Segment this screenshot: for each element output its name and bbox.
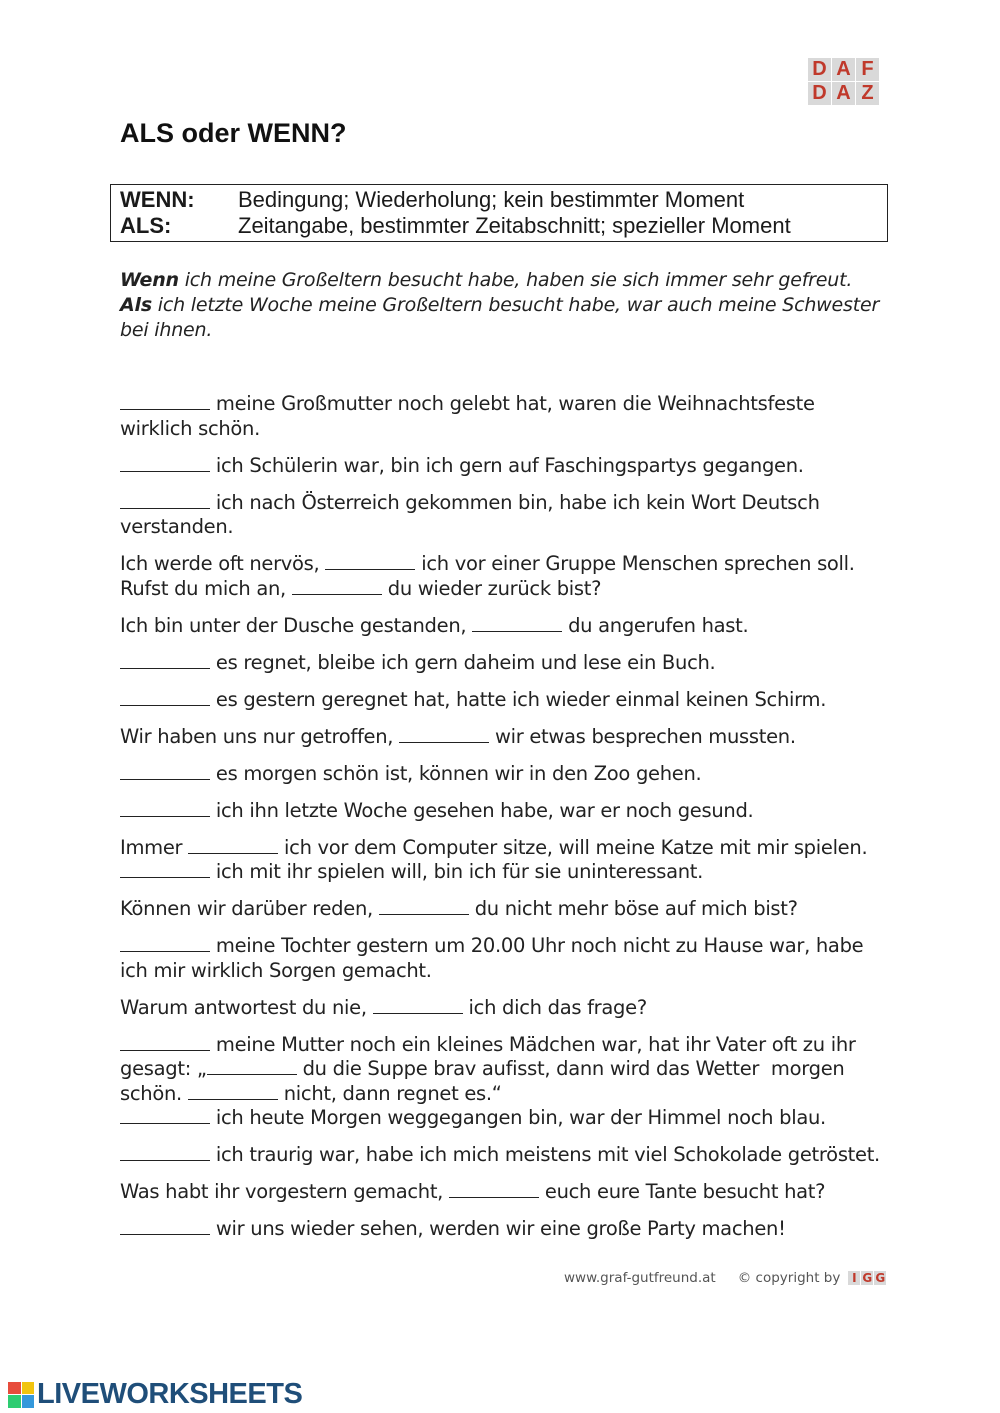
exercise-text: nicht, dann regnet es.“ <box>277 1081 502 1105</box>
answer-blank[interactable] <box>120 1033 210 1051</box>
answer-blank[interactable] <box>207 1057 297 1075</box>
exercise-text: ich vor einer Gruppe Menschen sprechen soll. Rufst du mich an, <box>120 552 861 600</box>
exercise-text: ich mit ihr spielen will, bin ich für sie uninteressant. <box>210 860 704 883</box>
exercise-text: Was habt ihr vorgestern gemacht, <box>120 1180 449 1203</box>
exercise-item <box>120 725 885 750</box>
logo-square <box>8 1395 21 1408</box>
exercise-item <box>120 454 885 479</box>
exercise-text: Ich werde oft nervös, <box>120 552 326 575</box>
exercise-item <box>120 1033 885 1107</box>
exercise-text: Immer <box>120 835 189 859</box>
exercise-list <box>120 392 885 1254</box>
answer-blank[interactable] <box>120 762 210 780</box>
exercise-item <box>120 1180 885 1205</box>
exercise-text: meine Tochter gestern um 20.00 Uhr noch nicht zu Hause war, habe ich mir wirklich Sorgen gemacht. <box>120 934 870 982</box>
answer-blank[interactable] <box>292 577 382 595</box>
definition-row-wenn <box>120 187 887 213</box>
answer-blank[interactable] <box>120 392 210 410</box>
answer-blank[interactable] <box>373 996 463 1014</box>
exercise-item <box>120 1106 885 1131</box>
exercise-item <box>120 552 885 601</box>
exercise-text: meine Großmutter noch gelebt hat, waren die Weihnachtsfeste wirklich schön. <box>120 392 821 440</box>
exercise-text: Können wir darüber reden, <box>120 897 379 920</box>
logo-square <box>22 1382 35 1395</box>
answer-blank[interactable] <box>120 799 210 817</box>
example-keyword: Wenn <box>120 269 179 291</box>
answer-blank[interactable] <box>449 1180 539 1198</box>
answer-blank[interactable] <box>120 934 210 952</box>
answer-blank[interactable] <box>120 491 210 509</box>
liveworksheets-logo-icon <box>8 1382 34 1408</box>
exercise-text: ich Schülerin war, bin ich gern auf Faschingspartys gegangen. <box>210 453 804 477</box>
exercise-item <box>120 799 885 824</box>
exercise-text: wir etwas besprechen mussten. <box>489 724 796 748</box>
definition-text: Zeitangabe, bestimmter Zeitabschnitt; spezieller Moment <box>238 213 791 238</box>
brand-name: LIVEWORKSHEETS <box>37 1378 303 1410</box>
exercise-item <box>120 934 885 983</box>
example-sentences <box>120 268 890 343</box>
igg-letter: I <box>848 1271 860 1285</box>
footer <box>564 1270 886 1286</box>
definition-term: ALS: <box>120 213 172 238</box>
answer-blank[interactable] <box>188 1082 278 1100</box>
example-text: ich meine Großeltern besucht habe, haben sie sich immer sehr gefreut. <box>178 269 853 291</box>
answer-blank[interactable] <box>120 688 210 706</box>
exercise-text: du wieder zurück bist? <box>381 576 602 600</box>
exercise-item <box>120 491 885 540</box>
answer-blank[interactable] <box>120 1217 210 1235</box>
exercise-item <box>120 392 885 441</box>
footer-url: www.graf-gutfreund.at <box>564 1270 716 1286</box>
exercise-item <box>120 897 885 922</box>
logo-letter: F <box>856 58 879 81</box>
page-title: ALS oder WENN? <box>120 118 347 148</box>
logo-square <box>22 1395 35 1408</box>
example-text: ich letzte Woche meine Großeltern besucht habe, war auch meine Schwester bei ihnen. <box>120 294 880 341</box>
exercise-item <box>120 836 885 885</box>
exercise-text: ich traurig war, habe ich mich meistens mit viel Schokolade getröstet. <box>210 1143 880 1166</box>
answer-blank[interactable] <box>325 552 415 570</box>
exercise-text: euch eure Tante besucht hat? <box>538 1180 826 1203</box>
definition-term: WENN: <box>120 187 195 212</box>
exercise-text: du angerufen hast. <box>562 613 749 637</box>
answer-blank[interactable] <box>188 836 278 854</box>
example-als <box>120 293 890 343</box>
exercise-text: es gestern geregnet hat, hatte ich wieder einmal keinen Schirm. <box>210 687 827 711</box>
exercise-item <box>120 762 885 787</box>
igg-letter: G <box>875 1271 886 1285</box>
liveworksheets-brand <box>8 1378 302 1411</box>
logo-letter: Z <box>856 82 879 105</box>
exercise-item <box>120 1143 885 1168</box>
exercise-text: ich vor dem Computer sitze, will meine Katze mit mir spielen. <box>278 835 874 859</box>
logo-letter: D <box>808 82 831 105</box>
exercise-text: meine Mutter noch ein kleines Mädchen war, hat ihr Vater oft zu ihr gesagt: „ <box>120 1032 862 1080</box>
igg-letter: G <box>862 1271 873 1285</box>
exercise-text: ich heute Morgen weggegangen bin, war der Himmel noch blau. <box>210 1106 826 1129</box>
exercise-text: ich dich das frage? <box>462 995 647 1019</box>
answer-blank[interactable] <box>120 1143 210 1161</box>
exercise-text: du die Suppe brav aufisst, dann wird das Wetter morgen schön. <box>120 1057 851 1105</box>
logo-letter: A <box>832 58 855 81</box>
exercise-item <box>120 614 885 639</box>
exercise-text: es morgen schön ist, können wir in den Zoo gehen. <box>210 761 702 785</box>
footer-copyright: © copyright by <box>737 1270 841 1286</box>
exercise-text: du nicht mehr böse auf mich bist? <box>468 897 798 920</box>
exercise-item <box>120 688 885 713</box>
exercise-text: Ich bin unter der Dusche gestanden, <box>120 613 473 637</box>
example-wenn <box>120 268 890 293</box>
definition-row-als <box>120 213 887 239</box>
answer-blank[interactable] <box>120 454 210 472</box>
exercise-item <box>120 651 885 676</box>
dafdaz-logo <box>808 58 879 105</box>
exercise-text: ich ihn letzte Woche gesehen habe, war er noch gesund. <box>210 798 754 822</box>
igg-logo <box>848 1271 886 1285</box>
exercise-item <box>120 1217 885 1242</box>
definition-text: Bedingung; Wiederholung; kein bestimmter Moment <box>238 187 745 212</box>
logo-letter: D <box>808 58 831 81</box>
exercise-text: es regnet, bleibe ich gern daheim und lese ein Buch. <box>210 650 716 674</box>
definition-box <box>110 184 888 242</box>
exercise-text: Warum antwortest du nie, <box>120 995 373 1019</box>
exercise-text: wir uns wieder sehen, werden wir eine große Party machen! <box>210 1217 786 1240</box>
exercise-text: Wir haben uns nur getroffen, <box>120 724 400 748</box>
exercise-item <box>120 996 885 1021</box>
logo-square <box>8 1382 21 1395</box>
answer-blank[interactable] <box>120 651 210 669</box>
example-keyword: Als <box>120 294 152 316</box>
exercise-text: ich nach Österreich gekommen bin, habe ich kein Wort Deutsch verstanden. <box>120 490 826 538</box>
answer-blank[interactable] <box>120 860 210 878</box>
answer-blank[interactable] <box>472 614 562 632</box>
answer-blank[interactable] <box>399 725 489 743</box>
answer-blank[interactable] <box>379 897 469 915</box>
answer-blank[interactable] <box>120 1106 210 1124</box>
logo-letter: A <box>832 82 855 105</box>
